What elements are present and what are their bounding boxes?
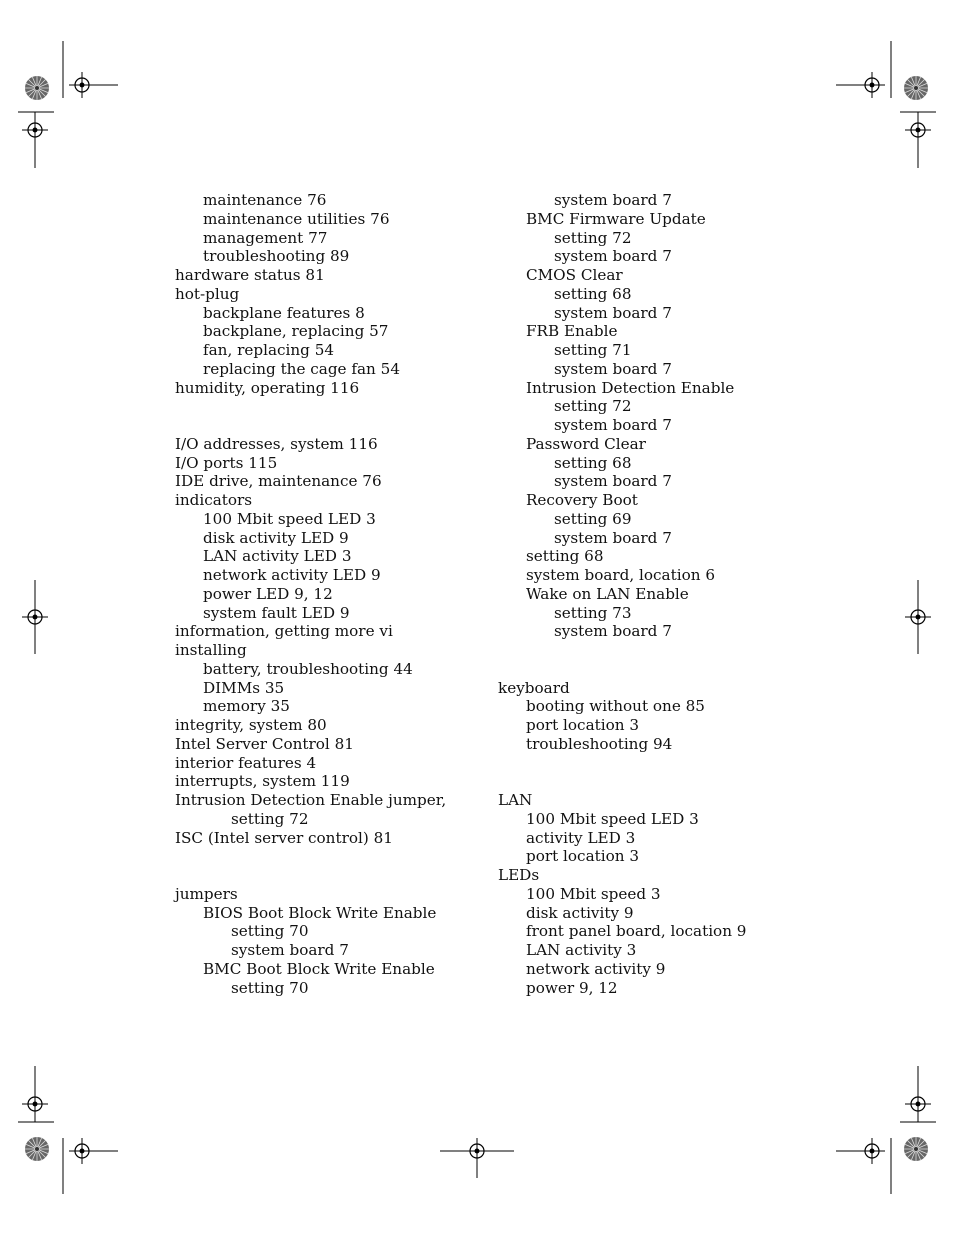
index-subsubentry: setting 72: [231, 809, 309, 828]
index-subentry: Intrusion Detection Enable: [526, 378, 735, 397]
index-entry: interrupts, system 119: [175, 772, 350, 791]
index-subentry: port location 3: [526, 847, 639, 866]
index-subentry: battery, troubleshooting 44: [203, 659, 413, 678]
index-entry: installing: [175, 641, 247, 659]
index-subentry: 100 Mbit speed LED 3: [203, 509, 376, 528]
index-section-gap: [175, 847, 475, 885]
index-subentry: network activity 9: [526, 959, 666, 978]
index-subsubentry: setting 70: [231, 922, 309, 941]
index-subsubentry: system board 7: [554, 622, 672, 641]
index-subentry: backplane features 8: [203, 303, 365, 322]
index-entry: information, getting more vi: [175, 622, 393, 641]
index-entry: LAN: [498, 791, 533, 809]
index-subsubentry: system board 7: [231, 941, 349, 959]
index-subentry: replacing the cage fan 54: [203, 359, 400, 378]
index-subentry: backplane, replacing 57: [203, 322, 389, 341]
index-section-gap: [498, 754, 798, 792]
index-subsubentry: setting 70: [231, 978, 309, 997]
index-subsubentry: system board 7: [554, 359, 672, 378]
index-subsubentry: system board 7: [554, 303, 672, 322]
registration-starburst-top-right: [904, 76, 928, 100]
index-entry: integrity, system 80: [175, 716, 327, 734]
index-entry: LEDs: [498, 866, 540, 884]
index-entry: I/O addresses, system 116: [175, 434, 378, 453]
index-section-gap: [175, 397, 475, 435]
index-subentry: port location 3: [526, 716, 639, 734]
index-subentry: 100 Mbit speed 3: [526, 884, 661, 903]
index-subentry: system board, location 6: [526, 566, 715, 584]
index-entry: Intel Server Control 81: [175, 734, 354, 753]
index-subentry: power 9, 12: [526, 978, 618, 997]
index-subentry: CMOS Clear: [526, 266, 623, 284]
index-subentry: Password Clear: [526, 434, 646, 453]
index-subentry: network activity LED 9: [203, 566, 381, 584]
index-entry: humidity, operating 116: [175, 378, 360, 397]
index-subsubentry: setting 71: [554, 341, 632, 359]
index-subsubentry: system board 7: [554, 416, 672, 434]
index-subentry: troubleshooting 94: [526, 734, 673, 753]
index-section-gap: [498, 641, 798, 679]
index-subentry: fan, replacing 54: [203, 341, 335, 359]
registration-starburst-top-left: [25, 76, 49, 100]
index-subsubentry: setting 69: [554, 509, 632, 528]
index-entry: indicators: [175, 491, 253, 509]
index-entry: jumpers: [175, 884, 238, 903]
index-subsubentry: system board 7: [554, 472, 672, 491]
index-subentry: memory 35: [203, 697, 290, 716]
index-entry: hardware status 81: [175, 266, 325, 284]
index-subentry: front panel board, location 9: [526, 922, 747, 941]
index-column-right: [498, 191, 798, 997]
index-subsubentry: setting 68: [554, 453, 632, 472]
index-entry: I/O ports 115: [175, 453, 278, 472]
index-subentry: LAN activity LED 3: [203, 547, 352, 566]
index-entry: ISC (Intel server control) 81: [175, 828, 393, 847]
index-subentry: disk activity 9: [526, 903, 634, 922]
index-subentry: maintenance 76: [203, 191, 327, 209]
index-subentry: booting without one 85: [526, 697, 705, 716]
index-subsubentry: setting 68: [554, 284, 632, 303]
index-subentry: 100 Mbit speed LED 3: [526, 809, 699, 828]
index-subentry: maintenance utilities 76: [203, 209, 390, 228]
index-subentry: power LED 9, 12: [203, 584, 333, 603]
index-subentry: setting 68: [526, 547, 604, 566]
registration-starburst-bottom-right: [904, 1137, 928, 1161]
index-subentry: BIOS Boot Block Write Enable: [203, 903, 437, 922]
index-subentry: Recovery Boot: [526, 491, 638, 509]
index-subentry: troubleshooting 89: [203, 247, 350, 266]
index-subentry: system fault LED 9: [203, 603, 350, 622]
index-subentry: Wake on LAN Enable: [526, 584, 689, 603]
index-subentry: BMC Firmware Update: [526, 209, 706, 228]
registration-starburst-bottom-left: [25, 1137, 49, 1161]
index-subsubentry: system board 7: [554, 247, 672, 266]
index-entry: hot-plug: [175, 284, 240, 303]
index-entry: Intrusion Detection Enable jumper,: [175, 791, 447, 809]
index-subsubentry: setting 72: [554, 228, 632, 247]
index-subentry: management 77: [203, 228, 328, 247]
index-subentry: BMC Boot Block Write Enable: [203, 959, 435, 978]
index-subentry: disk activity LED 9: [203, 528, 349, 547]
index-subentry: activity LED 3: [526, 828, 636, 847]
index-subsubentry: setting 73: [554, 603, 632, 622]
index-subsubentry: system board 7: [554, 191, 672, 209]
index-entry: IDE drive, maintenance 76: [175, 472, 382, 491]
index-subsubentry: system board 7: [554, 528, 672, 547]
index-subentry: LAN activity 3: [526, 941, 637, 959]
index-entry: interior features 4: [175, 753, 317, 772]
index-subsubentry: setting 72: [554, 397, 632, 416]
index-subentry: DIMMs 35: [203, 678, 285, 697]
index-entry: keyboard: [498, 678, 570, 697]
index-subentry: FRB Enable: [526, 322, 618, 341]
index-column-left: [175, 191, 475, 997]
